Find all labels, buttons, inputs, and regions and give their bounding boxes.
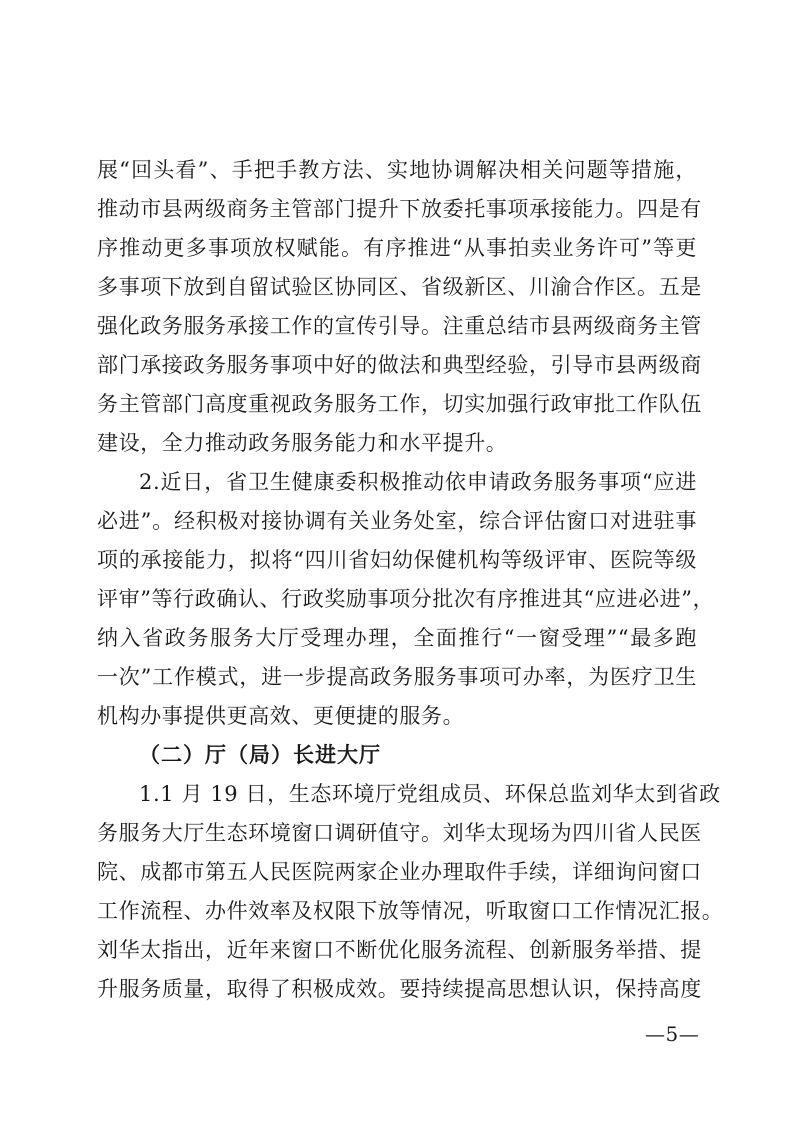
section-heading: （二）厅（局）长进大厅 [139,742,381,767]
body-text-line: 院、成都市第五人民医院两家企业办理取件手续，详细询问窗口 [97,860,702,884]
body-text-line: 展“回头看”、手把手教方法、实地协调解决相关问题等措施， [97,158,697,182]
body-text-line: 一次”工作模式，进一步提高政务服务事项可办率，为医疗卫生 [97,665,697,689]
body-text-line: 刘华太指出，近年来窗口不断优化服务流程、创新服务举措、提 [97,938,702,962]
body-text-line: 升服务质量，取得了积极成效。要持续提高思想认识，保持高度 [97,977,702,1001]
paragraph-first-line: 2.近日，省卫生健康委积极推动依申请政务服务事项“应进 [139,470,697,494]
body-text-line: 必进”。经积极对接协调有关业务处室，综合评估窗口对进驻事 [97,509,697,533]
body-text-line: 推动市县两级商务主管部门提升下放委托事项承接能力。四是有 [97,197,702,221]
body-text-line: 建设，全力推动政务服务能力和水平提升。 [97,431,508,455]
paragraph-first-line: 1.1 月 19 日，生态环境厅党组成员、环保总监刘华太到省政 [139,782,721,806]
body-text-line: 机构办事提供更高效、更便捷的服务。 [97,704,465,728]
body-text-line: 项的承接能力，拟将“四川省妇幼保健机构等级评审、医院等级 [97,548,697,572]
body-text-line: 纳入省政务服务大厅受理办理，全面推行“一窗受理”“最多跑 [97,626,697,650]
body-text-line: 工作流程、办件效率及权限下放等情况，听取窗口工作情况汇报。 [97,899,724,923]
page-number: —5— [645,1022,700,1046]
body-text-line: 部门承接政务服务事项中好的做法和典型经验，引导市县两级商 [97,353,702,377]
body-text-line: 务服务大厅生态环境窗口调研值守。刘华太现场为四川省人民医 [97,821,702,845]
body-text-line: 序推动更多事项放权赋能。有序推进“从事拍卖业务许可”等更 [97,236,697,260]
body-text-line: 评审”等行政确认、行政奖励事项分批次有序推进其“应进必进”， [97,587,715,611]
body-text-line: 多事项下放到自留试验区协同区、省级新区、川渝合作区。五是 [97,275,702,299]
body-text-line: 务主管部门高度重视政务服务工作，切实加强行政审批工作队伍 [97,392,702,416]
body-text-line: 强化政务服务承接工作的宣传引导。注重总结市县两级商务主管 [97,314,702,338]
